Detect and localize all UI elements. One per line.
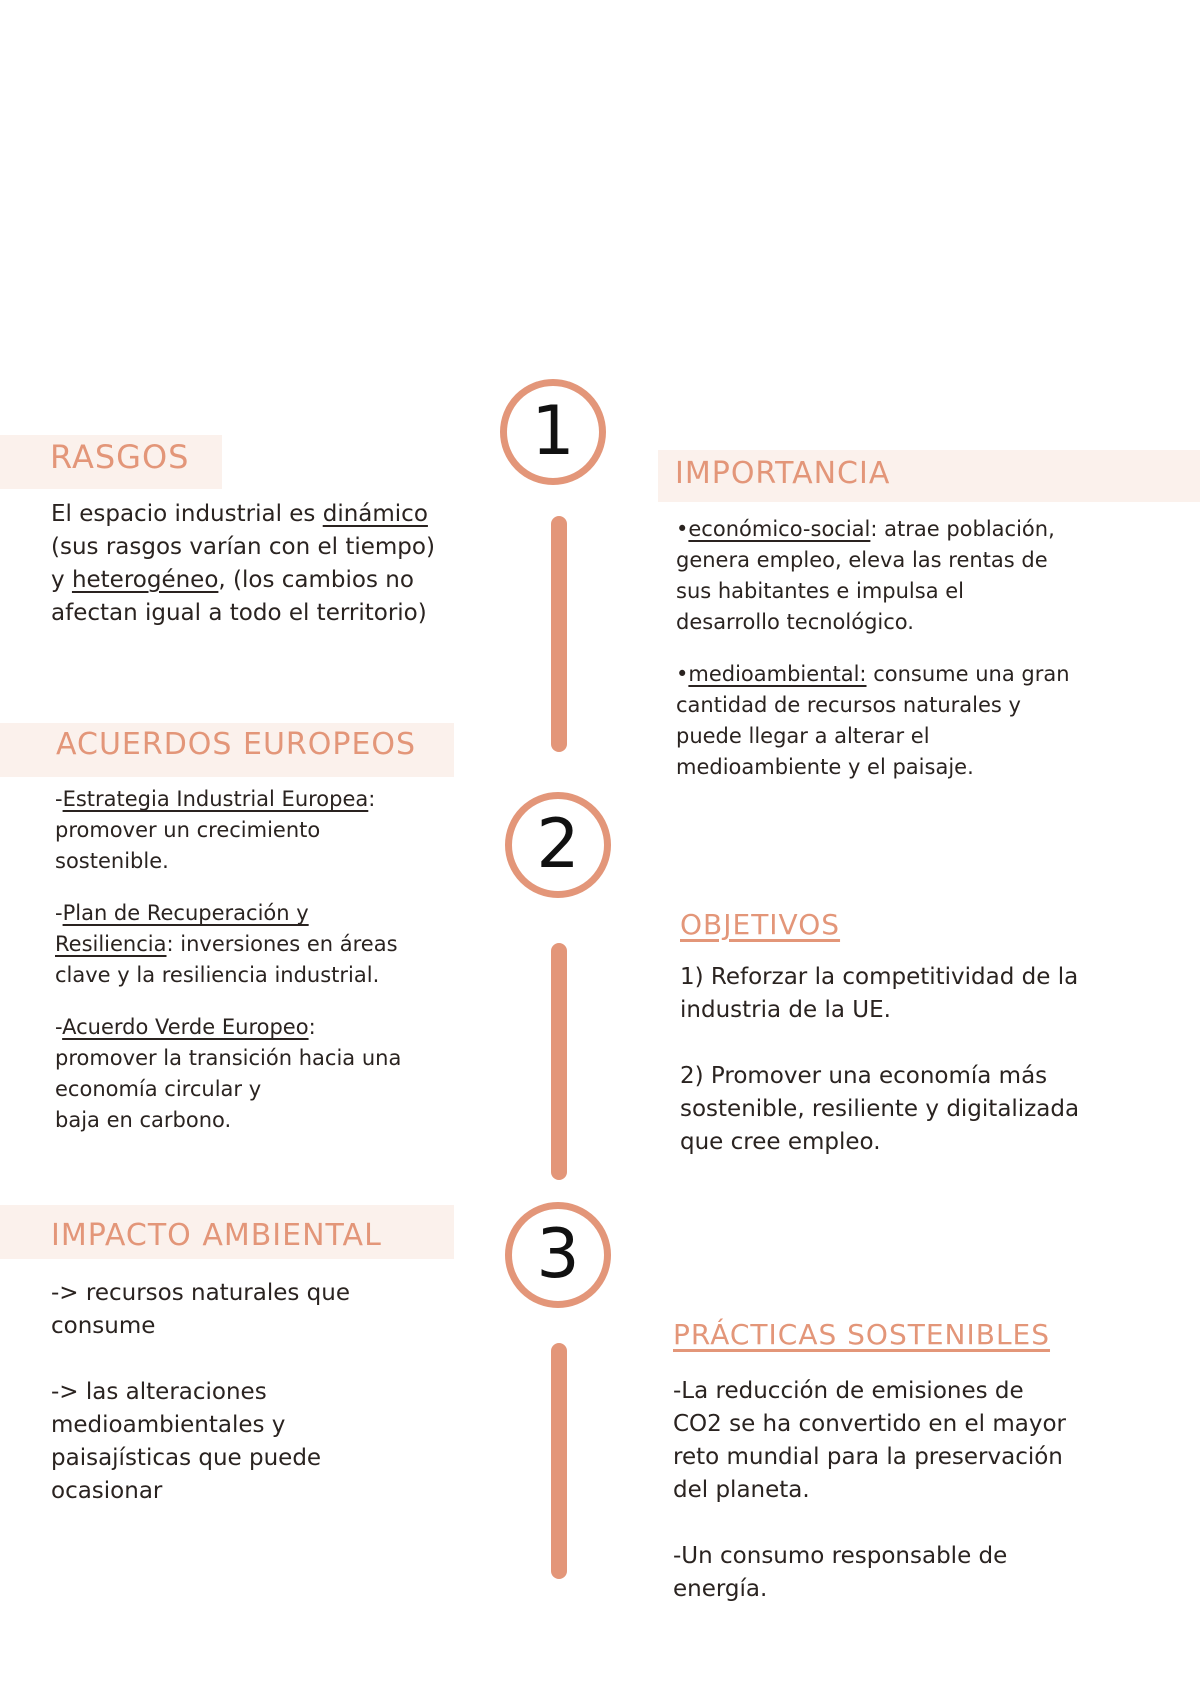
acuerdo-1-line-1: -Estrategia Industrial Europea:	[55, 787, 376, 811]
impacto-2-line-2: medioambientales y	[51, 1412, 286, 1438]
importancia-title: IMPORTANCIA	[675, 456, 891, 491]
timeline-bar-1	[551, 516, 567, 752]
dinamico-term: dinámico	[322, 501, 428, 527]
acuerdos-text	[55, 784, 475, 1136]
impacto-1-line-2: consume	[51, 1313, 156, 1339]
acuerdo-3-line-3: economía circular y	[55, 1077, 262, 1101]
timeline-bar-3	[551, 1343, 567, 1579]
practica-2-line-1: -Un consumo responsable de	[673, 1543, 1008, 1569]
practica-1-line-1: -La reducción de emisiones de	[673, 1378, 1024, 1404]
step-2-circle	[505, 792, 611, 898]
step-1-circle	[500, 379, 606, 485]
step-1-number: 1	[531, 392, 575, 471]
impacto-1-line-1: -> recursos naturales que	[51, 1280, 350, 1306]
importancia-b1-line-2: genera empleo, eleva las rentas de	[676, 548, 1048, 572]
importancia-b1-line-1: •económico-social: atrae población,	[676, 517, 1055, 541]
step-3-circle	[505, 1202, 611, 1308]
acuerdos-title: ACUERDOS EUROPEOS	[56, 727, 417, 762]
acuerdo-verde-term: Acuerdo Verde Europeo	[62, 1015, 309, 1039]
practicas-title: PRÁCTICAS SOSTENIBLES	[673, 1318, 1051, 1351]
importancia-b2-line-3: puede llegar a alterar el	[676, 724, 930, 748]
medioambiental-term: medioambiental:	[688, 662, 867, 686]
acuerdo-2-line-2: Resiliencia: inversiones en áreas	[55, 932, 398, 956]
practica-2-line-2: energía.	[673, 1576, 768, 1602]
acuerdo-2-line-1: -Plan de Recuperación y	[55, 901, 309, 925]
importancia-text	[676, 514, 1116, 783]
objetivos-title: OBJETIVOS	[680, 908, 841, 941]
timeline-bar-2	[551, 943, 567, 1180]
objetivos-text	[680, 961, 1120, 1159]
acuerdo-3-line-1: -Acuerdo Verde Europeo:	[55, 1015, 316, 1039]
rasgos-line-1: El espacio industrial es dinámico	[51, 501, 428, 527]
practica-1-line-2: CO2 se ha convertido en el mayor	[673, 1411, 1066, 1437]
rasgos-line-3: y heterogéneo, (los cambios no	[51, 567, 414, 593]
rasgos-line-4: afectan igual a todo el territorio)	[51, 600, 427, 626]
importancia-b2-line-4: medioambiente y el paisaje.	[676, 755, 974, 779]
objetivo-1-line-2: industria de la UE.	[680, 997, 891, 1023]
plan-recuperacion-term: Plan de Recuperación y	[62, 901, 309, 925]
objetivo-2-line-3: que cree empleo.	[680, 1129, 881, 1155]
impacto-title: IMPACTO AMBIENTAL	[51, 1218, 382, 1253]
resiliencia-term: Resiliencia	[55, 932, 167, 956]
importancia-b1-line-3: sus habitantes e impulsa el	[676, 579, 964, 603]
practica-1-line-4: del planeta.	[673, 1477, 810, 1503]
acuerdo-1-line-2: promover un crecimiento	[55, 818, 321, 842]
step-2-number: 2	[536, 805, 580, 884]
impacto-2-line-1: -> las alteraciones	[51, 1379, 267, 1405]
practica-1-line-3: reto mundial para la preservación	[673, 1444, 1063, 1470]
objetivo-2-line-2: sostenible, resiliente y digitalizada	[680, 1096, 1080, 1122]
heterogeneo-term: heterogéneo	[71, 567, 219, 593]
acuerdo-3-line-4: baja en carbono.	[55, 1108, 232, 1132]
impacto-2-line-3: paisajísticas que puede	[51, 1445, 322, 1471]
acuerdo-1-line-3: sostenible.	[55, 849, 169, 873]
importancia-b1-line-4: desarrollo tecnológico.	[676, 610, 914, 634]
practicas-text	[673, 1375, 1113, 1606]
impacto-2-line-4: ocasionar	[51, 1478, 163, 1504]
importancia-b2-line-1: •medioambiental: consume una gran	[676, 662, 1070, 686]
rasgos-line-2: (sus rasgos varían con el tiempo)	[51, 534, 435, 560]
objetivo-2-line-1: 2) Promover una economía más	[680, 1063, 1048, 1089]
impacto-text	[51, 1277, 471, 1508]
rasgos-title: RASGOS	[50, 438, 190, 476]
estrategia-industrial-term: Estrategia Industrial Europea	[62, 787, 369, 811]
rasgos-text	[51, 498, 481, 630]
objetivo-1-line-1: 1) Reforzar la competitividad de la	[680, 964, 1079, 990]
importancia-b2-line-2: cantidad de recursos naturales y	[676, 693, 1021, 717]
acuerdo-3-line-2: promover la transición hacia una	[55, 1046, 402, 1070]
step-3-number: 3	[536, 1215, 580, 1294]
acuerdo-2-line-3: clave y la resiliencia industrial.	[55, 963, 380, 987]
economico-social-term: económico-social	[688, 517, 871, 541]
